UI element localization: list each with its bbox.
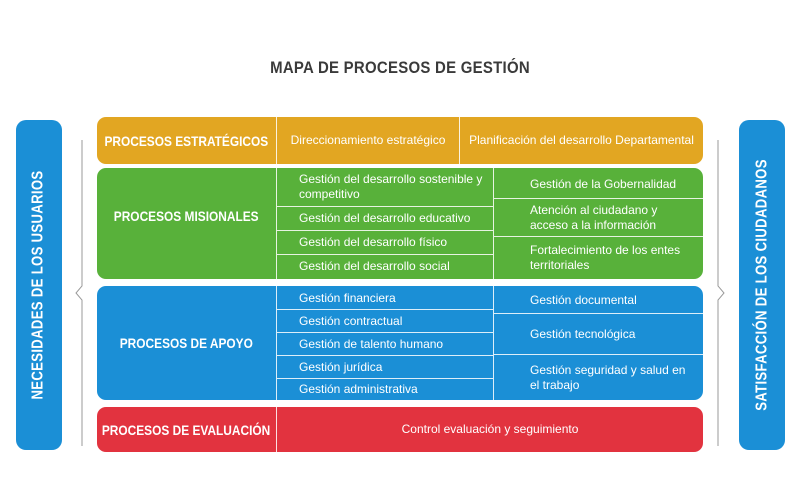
page-title: MAPA DE PROCESOS DE GESTIÓN xyxy=(270,58,530,77)
cell-gobernalidad: Gestión de la Gobernalidad xyxy=(530,176,677,191)
cell-financiera: Gestión financiera xyxy=(299,290,396,305)
cell-fortalecimiento: Fortalecimiento de los entes territoriales xyxy=(530,243,681,272)
cell-documental: Gestión documental xyxy=(530,292,637,307)
cell-sostenible: Gestión del desarrollo sostenible y competitivo xyxy=(299,172,483,201)
cell-talento-humano: Gestión de talento humano xyxy=(299,336,444,351)
cell-control-evaluacion: Control evaluación y seguimiento xyxy=(401,422,579,436)
cell-tecnologica: Gestión tecnológica xyxy=(530,326,636,341)
label-apoyo: PROCESOS DE APOYO xyxy=(119,335,253,351)
cell-contractual: Gestión contractual xyxy=(299,313,403,328)
right-bracket-icon xyxy=(714,140,726,446)
cell-seguridad-salud: Gestión seguridad y salud en el trabajo xyxy=(530,362,686,392)
left-bracket-icon xyxy=(74,140,86,446)
cell-juridica: Gestión jurídica xyxy=(299,359,383,374)
cell-educativo: Gestión del desarrollo educativo xyxy=(299,211,471,225)
right-bar-ciudadanos xyxy=(739,120,785,450)
cell-atencion: Atención al ciudadano y acceso a la información xyxy=(530,202,658,232)
cell-direccionamiento: Direccionamiento estratégico xyxy=(290,133,446,147)
left-bar-label: NECESIDADES DE LOS USUARIOS xyxy=(30,170,48,400)
label-estrategicos: PROCESOS ESTRATÉGICOS xyxy=(104,132,268,149)
cell-planificacion: Planificación del desarrollo Departamental xyxy=(469,133,694,147)
label-misionales: PROCESOS MISIONALES xyxy=(113,207,259,224)
right-bar-label: SATISFACCIÓN DE LOS CIUDADANOS xyxy=(753,159,771,411)
cell-fisico: Gestión del desarrollo físico xyxy=(299,235,448,249)
cell-social: Gestión del desarrollo social xyxy=(299,259,450,273)
cell-administrativa: Gestión administrativa xyxy=(299,382,418,396)
left-bar-usuarios xyxy=(16,120,62,450)
label-evaluacion: PROCESOS DE EVALUACIÓN xyxy=(101,421,271,438)
